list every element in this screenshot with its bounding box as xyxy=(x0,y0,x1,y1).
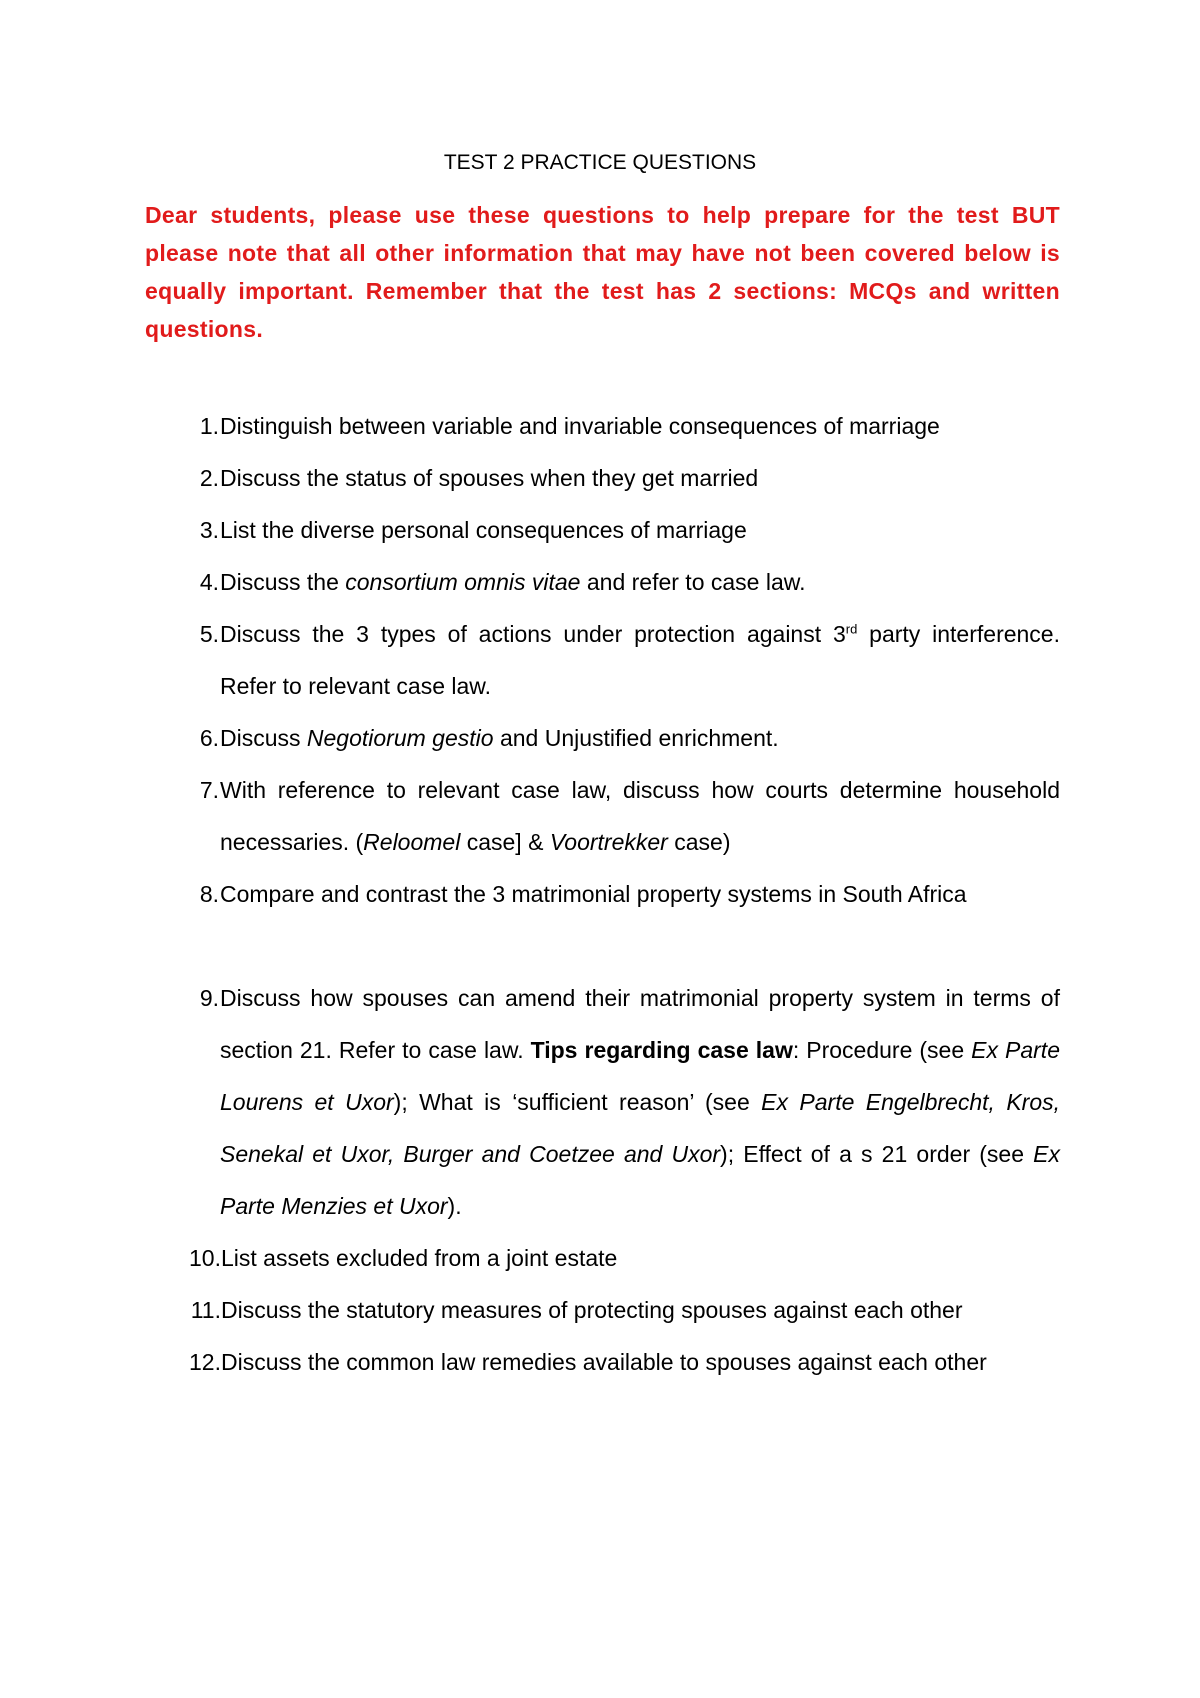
question-number: 7. xyxy=(199,777,219,803)
question-item xyxy=(145,712,1060,764)
question-item xyxy=(145,608,1060,712)
case-name: Voortrekker xyxy=(549,829,668,855)
question-item xyxy=(145,1284,1060,1336)
case-term: Negotiorum gestio xyxy=(306,725,494,751)
notice-paragraph: Dear students, please use these questions to help prepare for the test BUT please note that all other information that may have not been covered below is equally important. Remember that the test has 2 sections: MCQs and written questions. xyxy=(145,202,1060,342)
question-text: Discuss the 3 types of actions under protection against 3rd party interference. Refer to relevant case law. xyxy=(220,621,1060,699)
case-name: Ex Parte Lourens et Uxor xyxy=(220,1037,1060,1115)
question-item xyxy=(145,400,1060,452)
question-item xyxy=(145,1232,1060,1284)
case-name: Ex Parte Engelbrecht, Kros, Senekal et Uxor, Burger and Coetzee and Uxor xyxy=(220,1089,1060,1167)
question-number: 5. xyxy=(199,621,219,647)
question-text: Discuss how spouses can amend their matrimonial property system in terms of section 21. Refer to case law. Tips regarding case law: Procedure (see Ex Parte Lourens et Uxor); What is ‘sufficient reason’ (see Ex Parte Engelbrecht, Kros, Senekal et Uxor, Burger and Coetzee and Uxor); Effect of a s 21 order (see Ex Parte Menzies et Uxor). xyxy=(220,985,1060,1219)
question-item xyxy=(145,452,1060,504)
question-number: 2. xyxy=(199,465,219,491)
question-text: Discuss the status of spouses when they get married xyxy=(220,465,759,491)
case-name: Reloomel xyxy=(363,829,461,855)
question-number: 1. xyxy=(199,413,219,439)
question-number: 10. xyxy=(189,1245,221,1271)
tips-heading: Tips regarding case law xyxy=(530,1037,793,1063)
question-text: Discuss the common law remedies available to spouses against each other xyxy=(221,1349,987,1375)
question-item xyxy=(145,972,1060,1232)
question-number: 3. xyxy=(199,517,219,543)
question-number: 9. xyxy=(199,985,219,1011)
question-text: Compare and contrast the 3 matrimonial property systems in South Africa xyxy=(220,881,967,907)
question-item xyxy=(145,764,1060,868)
case-name: Ex Parte Menzies et Uxor xyxy=(220,1141,1060,1219)
question-number: 8. xyxy=(199,881,219,907)
question-text: Discuss the statutory measures of protecting spouses against each other xyxy=(221,1297,963,1323)
question-item xyxy=(145,1336,1060,1388)
question-item xyxy=(145,556,1060,608)
question-text: List assets excluded from a joint estate xyxy=(221,1245,618,1271)
question-number: 11. xyxy=(190,1297,221,1323)
question-number: 4. xyxy=(199,569,219,595)
question-number: 12. xyxy=(189,1349,221,1375)
question-text: Discuss the consortium omnis vitae and refer to case law. xyxy=(220,569,806,595)
document-title: TEST 2 PRACTICE QUESTIONS xyxy=(443,151,757,174)
question-text: List the diverse personal consequences of marriage xyxy=(220,517,747,543)
question-text: With reference to relevant case law, discuss how courts determine household necessaries. (Reloomel case] & Voortrekker case) xyxy=(220,777,1060,855)
question-number: 6. xyxy=(199,725,219,751)
case-term: consortium omnis vitae xyxy=(345,569,581,595)
question-text: Distinguish between variable and invariable consequences of marriage xyxy=(220,413,940,439)
question-text: Discuss Negotiorum gestio and Unjustified enrichment. xyxy=(220,725,779,751)
ordinal-suffix: rd xyxy=(845,621,858,637)
question-item xyxy=(145,504,1060,556)
question-item xyxy=(145,868,1060,920)
